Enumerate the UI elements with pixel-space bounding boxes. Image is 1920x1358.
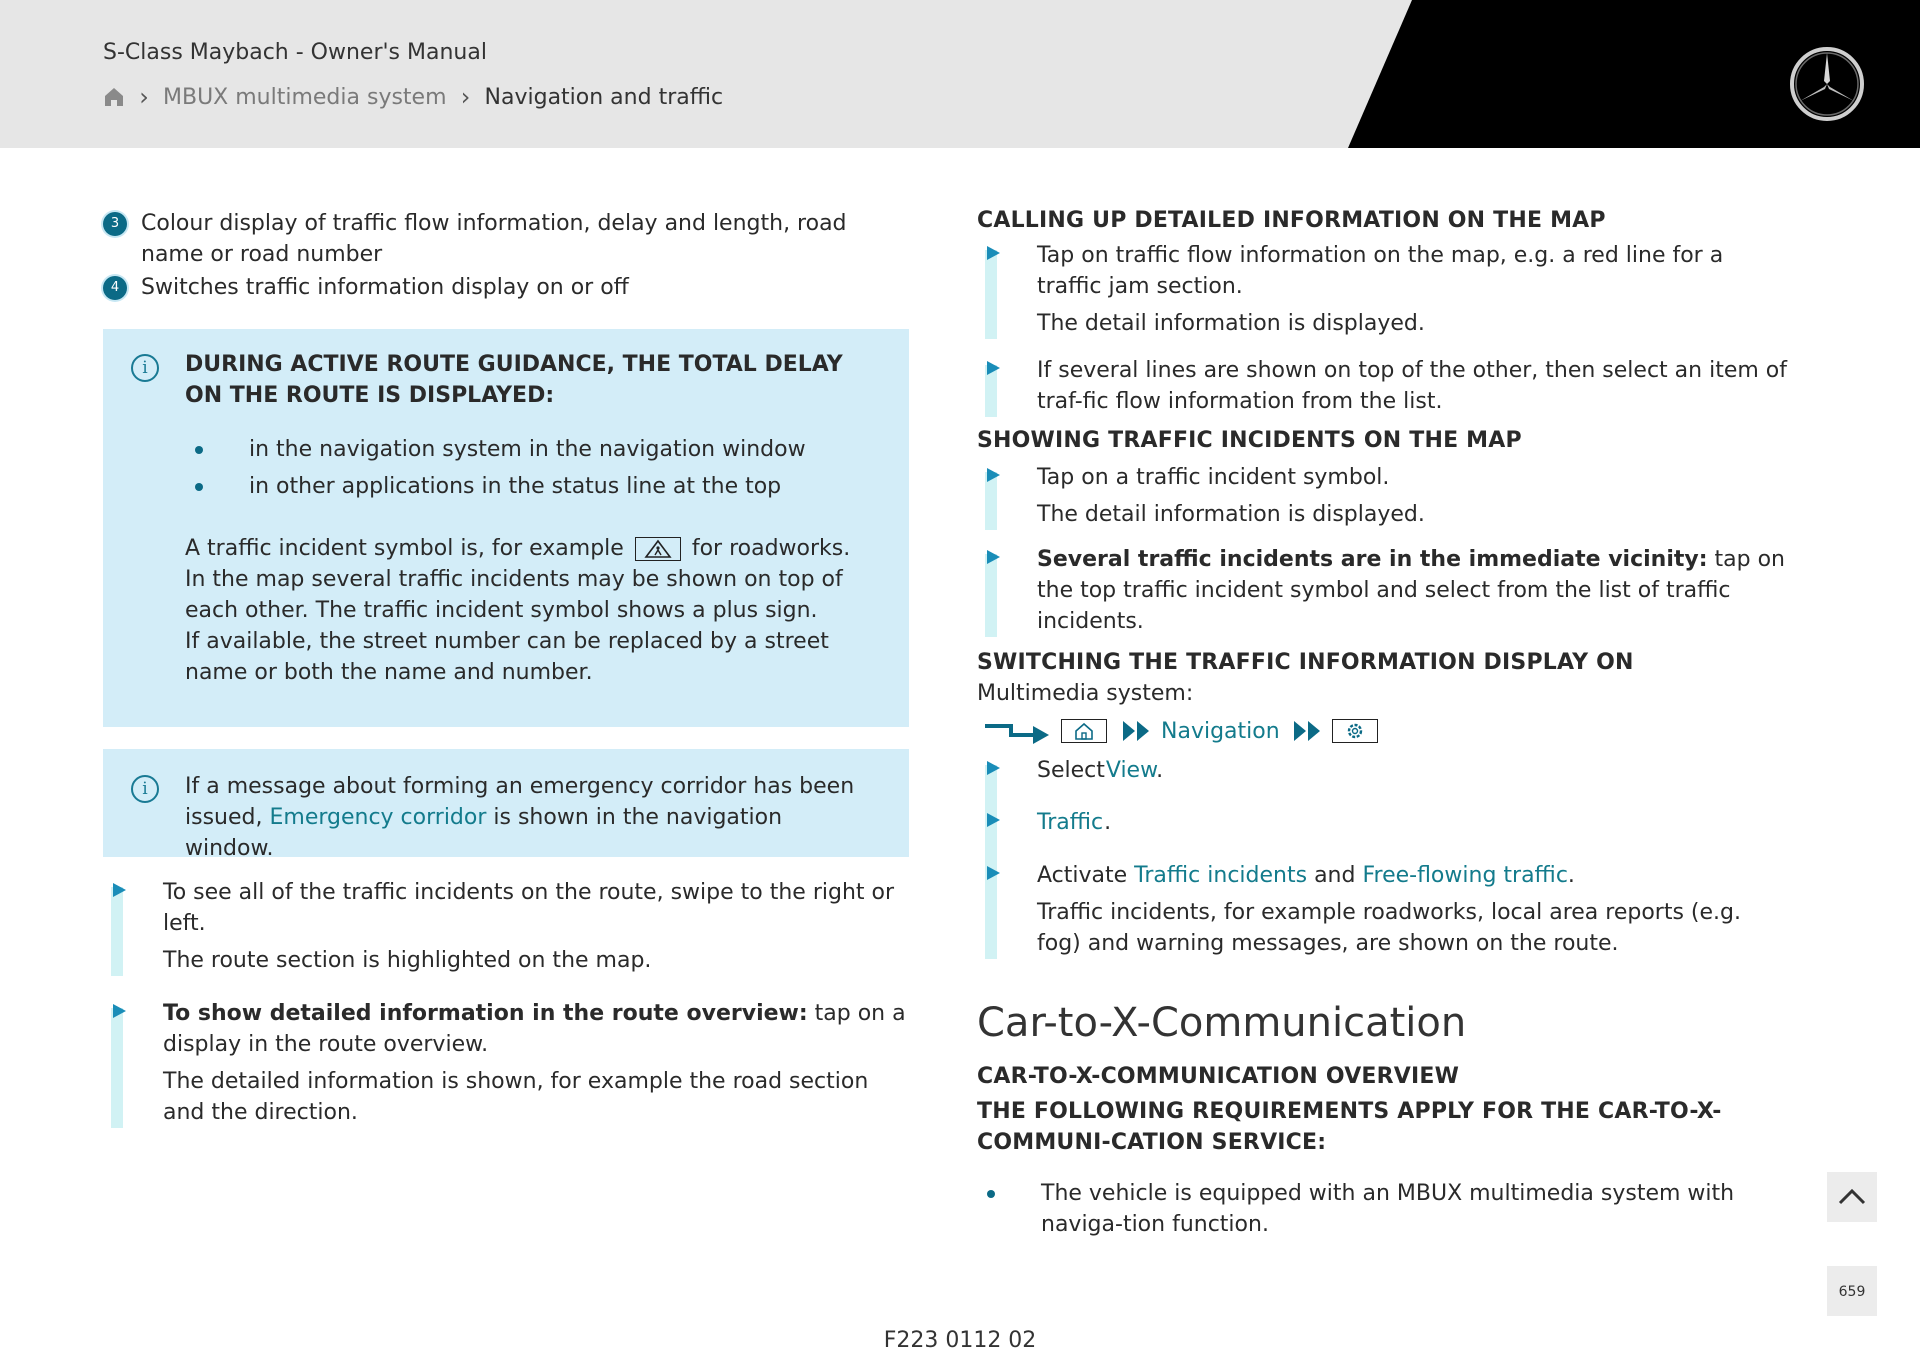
step-arrow-icon	[113, 883, 126, 897]
section-heading: SWITCHING THE TRAFFIC INFORMATION DISPLAY ON	[977, 650, 1634, 675]
instruction-step	[103, 877, 909, 976]
chevron-up-icon	[1827, 1172, 1877, 1222]
scroll-to-top-button[interactable]	[1827, 1172, 1877, 1222]
breadcrumb-item-current: Navigation and traffic	[484, 84, 724, 110]
info-box-emergency-corridor	[103, 749, 909, 861]
step-bar	[985, 250, 997, 339]
incident-text-after: for roadworks.	[691, 536, 851, 561]
bullet-dot	[987, 1190, 995, 1198]
breadcrumb	[103, 82, 723, 112]
list-item	[185, 468, 869, 505]
chevron-right-icon: ›	[139, 83, 149, 111]
step-text: Tap on traffic flow information on the map, e.g. a red line for a traffic jam section.	[1037, 243, 1724, 299]
emergency-corridor-link[interactable]: Emergency corridor	[269, 805, 487, 830]
step-result: The route section is highlighted on the map.	[163, 948, 652, 973]
info-paragraph: In the map several traffic incidents may be shown on top of each other. The traffic incident symbol shows a plus sign.	[185, 567, 843, 623]
list-item	[977, 1178, 1787, 1240]
document-code: F223 0112 02	[883, 1328, 1037, 1353]
mercedes-star-logo	[1788, 45, 1866, 123]
info-paragraph	[185, 533, 869, 564]
step-bar	[985, 554, 997, 637]
legend-item	[103, 272, 909, 303]
step-result: The detail information is displayed.	[1037, 311, 1425, 336]
step-bar	[111, 1008, 123, 1128]
manual-title: S-Class Maybach - Owner's Manual	[103, 40, 487, 65]
incident-text-before: A traffic incident symbol is, for example	[185, 536, 624, 561]
section-heading: CALLING UP DETAILED INFORMATION ON THE MAP	[977, 208, 1606, 233]
step-punct: .	[1104, 810, 1112, 835]
home-button-icon[interactable]	[1061, 719, 1107, 743]
multimedia-label: Multimedia system:	[977, 681, 1194, 706]
traffic-incidents-link[interactable]: Traffic incidents	[1134, 863, 1308, 888]
step-arrow-icon	[113, 1004, 126, 1018]
step-result: The detailed information is shown, for example the road section and the direction.	[163, 1069, 869, 1125]
view-link[interactable]: View	[1105, 758, 1157, 783]
roadworks-icon	[635, 537, 681, 561]
home-icon[interactable]	[103, 86, 125, 108]
traffic-link[interactable]: Traffic	[1037, 810, 1104, 835]
step-plain-text: tap on a display in the route overview.	[163, 1001, 906, 1057]
double-chevron-icon	[1121, 719, 1155, 743]
legend-text: Switches traffic information display on or off	[141, 275, 629, 300]
step-plain-text: Activate	[1037, 863, 1128, 888]
step-text	[1037, 860, 1787, 891]
info-heading: DURING ACTIVE ROUTE GUIDANCE, THE TOTAL DELAY ON THE ROUTE IS DISPLAYED:	[185, 352, 843, 408]
step-bold-text: To show detailed information in the route overview:	[163, 1001, 808, 1026]
instruction-step	[977, 240, 1787, 339]
info-icon: i	[131, 354, 159, 382]
step-arrow-icon	[987, 813, 1000, 827]
step-arrow-icon	[987, 361, 1000, 375]
instruction-step	[977, 544, 1787, 637]
chevron-right-icon: ›	[460, 83, 471, 111]
step-plain-text: tap on the top traffic incident symbol and select from the list of traffic incidents.	[1037, 547, 1785, 634]
step-text	[1037, 807, 1787, 860]
step-arrow-icon	[987, 468, 1000, 482]
step-text: To see all of the traffic incidents on the route, swipe to the right or left.	[163, 880, 895, 936]
info-icon: i	[131, 775, 159, 803]
info-paragraph: If available, the street number can be replaced by a street name or both the name and number.	[185, 629, 829, 685]
left-column	[103, 208, 909, 1128]
step-text: If several lines are shown on top of the other, then select an item of traf-fic flow information from the list.	[1037, 358, 1787, 414]
bullet-text: in other applications in the status line at the top	[249, 474, 782, 499]
bullet-text: in the navigation system in the navigation window	[249, 437, 806, 462]
free-flowing-traffic-link[interactable]: Free-flowing traffic	[1362, 863, 1568, 888]
step-text	[1037, 544, 1787, 637]
number-badge: 3	[103, 212, 127, 236]
legend-text: Colour display of traffic flow information, delay and length, road name or road number	[141, 211, 847, 267]
right-column	[977, 205, 1787, 1240]
instruction-step	[977, 462, 1787, 530]
step-text	[163, 998, 909, 1060]
step-arrow-icon	[987, 761, 1000, 775]
instruction-step	[977, 355, 1787, 417]
corridor-text-before: If a message about forming an emergency corridor has been issued,	[185, 774, 855, 830]
info-box-route-delay	[103, 329, 909, 727]
bullet-text: The vehicle is equipped with an MBUX multimedia system with naviga-tion function.	[1041, 1181, 1735, 1237]
instruction-step	[977, 755, 1787, 807]
legend-item	[103, 208, 909, 270]
step-text	[1037, 755, 1787, 807]
step-text: Tap on a traffic incident symbol.	[1037, 465, 1390, 490]
menu-path	[977, 711, 1787, 751]
step-bold-text: Several traffic incidents are in the immediate vicinity:	[1037, 547, 1708, 572]
section-heading: THE FOLLOWING REQUIREMENTS APPLY FOR THE CAR-TO-X-COMMUNI-CATION SERVICE:	[977, 1099, 1722, 1155]
step-arrow-icon	[987, 866, 1000, 880]
bullet-dot	[195, 483, 203, 491]
breadcrumb-item-mbux[interactable]: MBUX multimedia system	[163, 84, 447, 110]
step-plain-text: Select	[1037, 758, 1105, 783]
page-number-button[interactable]: 659	[1827, 1266, 1877, 1316]
step-arrow-icon	[987, 246, 1000, 260]
list-item	[185, 431, 869, 468]
instruction-step	[977, 860, 1787, 959]
step-arrow-icon	[987, 550, 1000, 564]
bullet-dot	[195, 446, 203, 454]
settings-gear-icon[interactable]	[1332, 719, 1378, 743]
instruction-step	[977, 807, 1787, 860]
corridor-text-after: is shown in the navigation window.	[185, 805, 783, 861]
instruction-step	[103, 998, 909, 1128]
page-header	[0, 0, 1920, 148]
step-punct: .	[1156, 758, 1164, 783]
double-chevron-icon	[1292, 719, 1326, 743]
section-heading: SHOWING TRAFFIC INCIDENTS ON THE MAP	[977, 428, 1522, 453]
navigation-link[interactable]: Navigation	[1161, 718, 1280, 744]
step-result: Traffic incidents, for example roadworks, local area reports (e.g. fog) and warning messages, are shown on the route.	[1037, 900, 1741, 956]
step-plain-text: and	[1314, 863, 1356, 888]
path-arrow-icon	[983, 718, 1051, 744]
section-title: Car-to-X-Communication	[977, 1000, 1467, 1046]
step-punct: .	[1567, 863, 1575, 888]
step-result: The detail information is displayed.	[1037, 502, 1425, 527]
header-black-band	[0, 0, 1920, 148]
step-bar	[111, 887, 123, 976]
number-badge: 4	[103, 276, 127, 300]
section-heading: CAR-TO-X-COMMUNICATION OVERVIEW	[977, 1064, 1460, 1089]
bullet-list	[185, 431, 869, 505]
